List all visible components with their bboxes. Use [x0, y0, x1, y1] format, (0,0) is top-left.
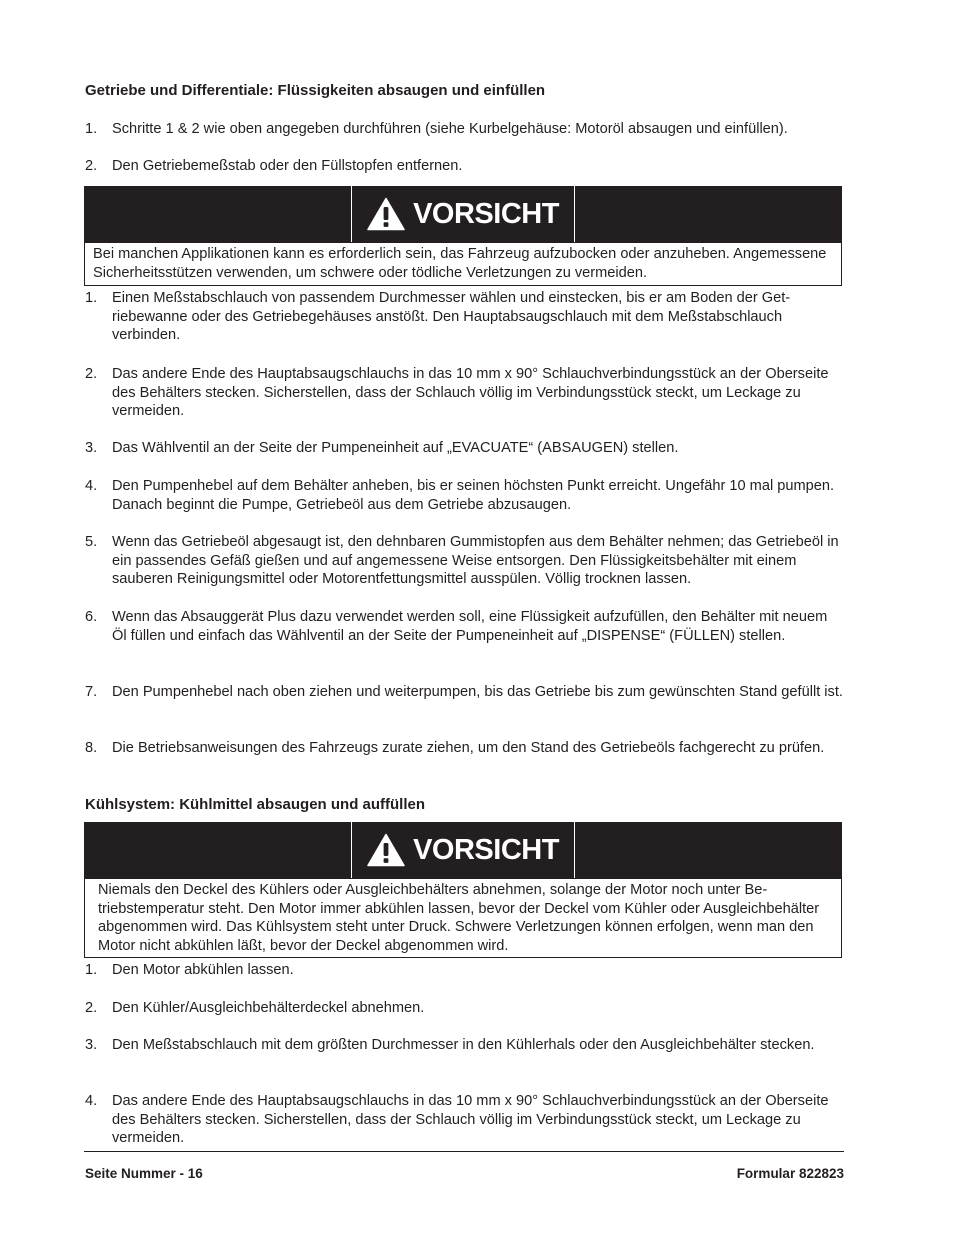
- item-text: Wenn das Getriebeöl abgesaugt ist, den dehnbaren Gummistopfen aus dem Behälter nehmen; das Getriebeöl in ein passendes Gefäß gießen und auf angemessene Weise entsorgen. Den Flüssigkeitsbehälter mit einem sauberen Reinigungsmittel oder Motorentfettungsmittel ausspülen. Völlig trocknen lassen.: [112, 534, 839, 588]
- item-text: Wenn das Absauggerät Plus dazu verwendet werden soll, eine Flüssigkeit aufzufüllen, den Behälter mit neuem Öl füllen und einfach das Wählventil an der Seite der Pumpeneinheit auf „DISPENSE“ (FÜLLEN) stellen.: [112, 609, 828, 644]
- item-number: 8.: [85, 740, 98, 756]
- caution-message: Niemals den Deckel des Kühlers oder Ausgleichbehälters abnehmen, solange der Motor noch unter Betriebstemperatur steht. Den Motor immer abkühlen lassen, bevor der Deckel vom Kühler oder Ausgleichbehälter abgenommen wird. Das Kühlsystem steht unter Druck. Schwere Verletzungen können erfolgen, wenn man den Motor nicht abkühlen läßt, bevor der Deckel abgenommen wird.: [98, 882, 820, 955]
- list-item: [85, 120, 845, 139]
- item-number: 7.: [85, 684, 98, 700]
- item-text: Den Pumpenhebel auf dem Behälter anheben, bis er seinen höchsten Punkt erreicht. Ungefähr 10 mal pumpen. Danach beginnt die Pumpe, Getriebeöl aus dem Getriebe abzusaugen.: [112, 478, 835, 513]
- item-text: Den Pumpenhebel nach oben ziehen und weiterpumpen, bis das Getriebe bis zum gewünschten Stand gefüllt ist.: [112, 684, 843, 700]
- caution-header: [85, 187, 841, 243]
- list-item: [85, 439, 845, 458]
- item-number: 4.: [85, 1093, 98, 1109]
- item-text: Das Wählventil an der Seite der Pumpeneinheit auf „EVACUATE“ (ABSAUGEN) stellen.: [112, 440, 679, 456]
- warning-triangle-icon: [367, 197, 405, 231]
- caution-label: VORSICHT: [413, 197, 559, 230]
- caution-box: [84, 186, 842, 286]
- item-number: 3.: [85, 440, 98, 456]
- caution-header: [85, 823, 841, 879]
- item-number: 2.: [85, 1000, 98, 1016]
- list-item: [85, 365, 845, 421]
- item-text: Die Betriebsanweisungen des Fahrzeugs zurate ziehen, um den Stand des Getriebeöls fachgerecht zu prüfen.: [112, 740, 825, 756]
- item-text: Das andere Ende des Hauptabsaugschlauchs in das 10 mm x 90° Schlauchverbindungsstück an der Oberseite des Behälters stecken. Sicherstellen, dass der Schlauch völlig im Verbindungsstück steckt, um Leckage zu vermeiden.: [112, 366, 829, 420]
- item-number: 2.: [85, 158, 98, 174]
- item-number: 6.: [85, 609, 98, 625]
- item-text: Schritte 1 & 2 wie oben angegeben durchführen (siehe Kurbelgehäuse: Motoröl absaugen und einfüllen).: [112, 121, 788, 137]
- caution-label: VORSICHT: [413, 833, 559, 866]
- list-item: [85, 157, 845, 176]
- item-number: 1.: [85, 290, 98, 306]
- item-number: 3.: [85, 1037, 98, 1053]
- caution-message: Bei manchen Applikationen kann es erforderlich sein, das Fahrzeug aufzubocken oder anzuheben. Angemessene Sicherheitsstützen verwenden, um schwere oder tödliche Verletzungen zu vermeiden.: [93, 246, 827, 281]
- list-item: [85, 999, 845, 1018]
- list-item: [85, 961, 845, 980]
- list-item: [85, 1036, 845, 1055]
- item-text: Das andere Ende des Hauptabsaugschlauchs in das 10 mm x 90° Schlauchverbindungsstück an der Oberseite des Behälters stecken. Sicherstellen, dass der Schlauch völlig im Verbindungsstück steckt, um Leckage zu vermeiden.: [112, 1093, 829, 1147]
- list-item: [85, 739, 845, 758]
- item-number: 5.: [85, 534, 98, 550]
- footer-divider: [84, 1151, 844, 1152]
- item-number: 2.: [85, 366, 98, 382]
- item-number: 4.: [85, 478, 98, 494]
- page-number: Seite Nummer - 16: [85, 1166, 203, 1181]
- list-item: [85, 608, 845, 645]
- item-text: Den Kühler/Ausgleichbehälterdeckel abnehmen.: [112, 1000, 425, 1016]
- caution-label-tab: [351, 821, 575, 878]
- section-heading-cooling: Kühlsystem: Kühlmittel absaugen und auffüllen: [85, 796, 426, 813]
- list-item: [85, 683, 845, 702]
- item-number: 1.: [85, 121, 98, 137]
- item-number: 1.: [85, 962, 98, 978]
- section-heading-transmission: Getriebe und Differentiale: Flüssigkeiten absaugen und einfüllen: [85, 82, 546, 99]
- form-number: Formular 822823: [736, 1166, 844, 1181]
- list-item: [85, 1092, 845, 1148]
- item-text: Den Motor abkühlen lassen.: [112, 962, 294, 978]
- caution-box: [84, 822, 842, 958]
- item-text: Den Getriebemeßstab oder den Füllstopfen entfernen.: [112, 158, 463, 174]
- list-item: [85, 289, 845, 345]
- list-item: [85, 533, 845, 589]
- list-item: [85, 477, 845, 514]
- item-text: Einen Meßstabschlauch von passendem Durchmesser wählen und einstecken, bis er am Boden der Getriebewanne oder des Getriebegehäuses anstößt. Den Hauptabsaugschlauch mit dem Meßstabschlauch verbinden.: [112, 290, 791, 344]
- warning-triangle-icon: [367, 833, 405, 867]
- item-text: Den Meßstabschlauch mit dem größten Durchmesser in den Kühlerhals oder den Ausgleichbehälter stecken.: [112, 1037, 815, 1053]
- caution-label-tab: [351, 185, 575, 242]
